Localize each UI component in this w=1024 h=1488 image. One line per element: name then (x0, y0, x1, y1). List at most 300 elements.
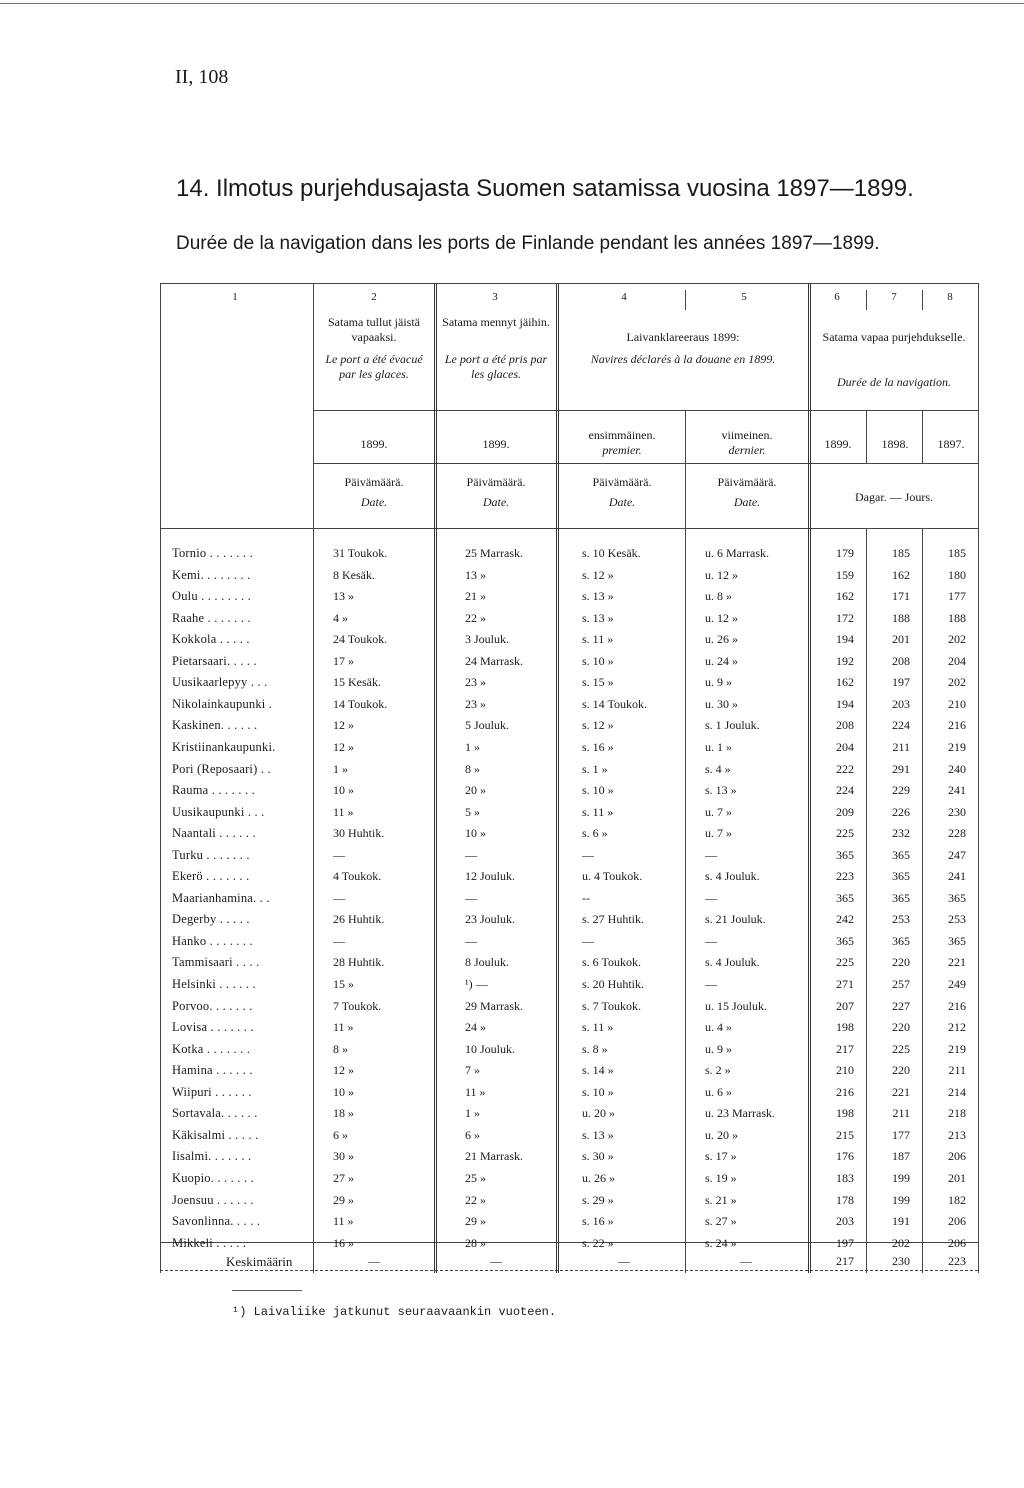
row-cell-c4: s. 10 » (582, 1085, 614, 1099)
row-cell-c5: s. 24 » (705, 1236, 737, 1250)
row-cell-c7: 365 (892, 891, 910, 905)
row-cell-c8: 185 (948, 546, 966, 560)
row-cell-c8: 365 (948, 934, 966, 948)
row-cell-c8: 201 (948, 1171, 966, 1185)
row-town: Tammisaari . . . . (172, 955, 260, 969)
row-cell-c4: s. 16 » (582, 740, 614, 754)
col-border-7-mid (922, 410, 923, 463)
row-cell-c6: 178 (836, 1193, 854, 1207)
row-cell-c2: 1 » (333, 762, 348, 776)
row-cell-c3: 20 » (465, 783, 486, 797)
row-cell-c6: 242 (836, 912, 854, 926)
row-cell-c7: 365 (892, 848, 910, 862)
row-cell-c5: u. 26 » (705, 632, 738, 646)
row-cell-c4: s. 16 » (582, 1214, 614, 1228)
row-cell-c7: 225 (892, 1042, 910, 1056)
col-border-6 (866, 528, 867, 1273)
row-cell-c4: s. 7 Toukok. (582, 999, 641, 1013)
row-cell-c4: s. 6 Toukok. (582, 955, 641, 969)
row-cell-c8: 230 (948, 805, 966, 819)
row-cell-c3: 6 » (465, 1128, 480, 1142)
row-cell-c7: 211 (892, 740, 910, 754)
row-cell-c4: s. 12 » (582, 568, 614, 582)
row-cell-c3: 28 » (465, 1236, 486, 1250)
col4-date-fr: Date. (608, 495, 636, 509)
row-cell-c5: u. 7 » (705, 826, 732, 840)
row-cell-c8: 177 (948, 589, 966, 603)
row-cell-c2: — (333, 934, 345, 948)
row-town: Maarianhamina. . . (172, 891, 270, 905)
row-cell-c6: 365 (836, 934, 854, 948)
row-cell-c7: 211 (892, 1106, 910, 1120)
row-cell-c8: 219 (948, 1042, 966, 1056)
row-cell-c7: 226 (892, 805, 910, 819)
column-number-5: 5 (741, 291, 747, 303)
row-cell-c6: 198 (836, 1106, 854, 1120)
row-cell-c8: 214 (948, 1085, 966, 1099)
row-cell-c2: 4 » (333, 611, 348, 625)
col2-header-fi: Satama tullut jäistä vapaaksi. (328, 315, 420, 344)
row-town: Joensuu . . . . . . (172, 1193, 254, 1207)
row-cell-c7: 229 (892, 783, 910, 797)
col-border-6-top (866, 290, 867, 310)
row-cell-c5: s. 1 Jouluk. (705, 718, 760, 732)
row-cell-c5: — (705, 848, 717, 862)
average-col6: 217 (836, 1254, 854, 1268)
row-town: Iisalmi. . . . . . . (172, 1149, 252, 1163)
row-town: Kuopio. . . . . . . (172, 1171, 254, 1185)
row-cell-c7: 224 (892, 718, 910, 732)
row-cell-c6: 172 (836, 611, 854, 625)
column-number-7: 7 (891, 291, 897, 303)
row-cell-c8: 202 (948, 632, 966, 646)
row-town: Lovisa . . . . . . . (172, 1020, 254, 1034)
row-cell-c3: ¹) — (465, 977, 488, 991)
row-cell-c8: 216 (948, 718, 966, 732)
footnote-rule (232, 1290, 302, 1291)
row-cell-c2: 12 » (333, 1063, 354, 1077)
row-cell-c8: 206 (948, 1149, 966, 1163)
column-number-4: 4 (621, 291, 627, 303)
row-town: Kotka . . . . . . . (172, 1042, 251, 1056)
col7-year: 1898. (881, 437, 909, 451)
row-cell-c3: 3 Jouluk. (465, 632, 510, 646)
row-cell-c4: — (582, 934, 594, 948)
row-cell-c4: s. 14 » (582, 1063, 614, 1077)
row-cell-c2: 11 » (333, 1020, 354, 1034)
row-cell-c7: 220 (892, 955, 910, 969)
row-cell-c5: u. 6 Marrask. (705, 546, 769, 560)
row-cell-c4: u. 20 » (582, 1106, 615, 1120)
row-cell-c4: s. 12 » (582, 718, 614, 732)
row-cell-c3: — (465, 891, 477, 905)
row-cell-c3: 25 Marrask. (465, 546, 523, 560)
row-cell-c3: 24 » (465, 1020, 486, 1034)
row-town: Raahe . . . . . . . (172, 611, 251, 625)
row-cell-c3: — (465, 934, 477, 948)
row-cell-c5: — (705, 891, 717, 905)
row-cell-c6: 207 (836, 999, 854, 1013)
row-town: Tornio . . . . . . . (172, 546, 253, 560)
row-cell-c5: u. 20 » (705, 1128, 738, 1142)
row-cell-c8: 247 (948, 848, 966, 862)
row-cell-c2: 30 » (333, 1149, 354, 1163)
row-cell-c5: s. 4 Jouluk. (705, 869, 760, 883)
row-cell-c7: 199 (892, 1193, 910, 1207)
row-cell-c2: 15 Kesäk. (333, 675, 381, 689)
row-cell-c5: u. 9 » (705, 675, 732, 689)
row-town: Degerby . . . . . (172, 912, 250, 926)
row-cell-c4: s. 1 » (582, 762, 608, 776)
col5-date-fr: Date. (733, 495, 761, 509)
row-cell-c6: 198 (836, 1020, 854, 1034)
row-cell-c2: 17 » (333, 654, 354, 668)
average-col5: — (740, 1254, 752, 1268)
row-cell-c2: 8 » (333, 1042, 348, 1056)
row-cell-c8: 219 (948, 740, 966, 754)
row-cell-c4: s. 8 » (582, 1042, 608, 1056)
row-cell-c2: 14 Toukok. (333, 697, 388, 711)
row-cell-c8: 210 (948, 697, 966, 711)
row-cell-c7: 201 (892, 632, 910, 646)
row-cell-c6: 203 (836, 1214, 854, 1228)
scan-top-edge (0, 3, 1024, 4)
col-border-1 (313, 283, 314, 1273)
row-cell-c2: 11 » (333, 1214, 354, 1228)
row-cell-c3: 1 » (465, 740, 480, 754)
row-cell-c8: 212 (948, 1020, 966, 1034)
header-bottom-rule (160, 528, 978, 529)
row-cell-c7: 197 (892, 675, 910, 689)
col678-header-fi: Satama vapaa purjehdukselle. (822, 330, 966, 344)
row-town: Kemi. . . . . . . . (172, 568, 251, 582)
row-cell-c6: 179 (836, 546, 854, 560)
row-cell-c5: u. 23 Marrask. (705, 1106, 775, 1120)
row-cell-c6: 159 (836, 568, 854, 582)
row-cell-c8: 188 (948, 611, 966, 625)
row-cell-c5: — (705, 977, 717, 991)
row-cell-c5: s. 19 » (705, 1171, 737, 1185)
row-town: Hamina . . . . . . (172, 1063, 253, 1077)
col45-header-fr: Navires déclarés à la douane en 1899. (590, 352, 776, 366)
row-cell-c8: 206 (948, 1214, 966, 1228)
row-cell-c8: 241 (948, 783, 966, 797)
days-header: Dagar. — Jours. (855, 490, 933, 504)
row-cell-c7: 253 (892, 912, 910, 926)
col-border-left (160, 283, 161, 1273)
table-bottom-rule (160, 1270, 978, 1271)
row-cell-c3: 11 » (465, 1085, 486, 1099)
row-town: Savonlinna. . . . . (172, 1214, 261, 1228)
row-town: Uusikaupunki . . . (172, 805, 265, 819)
row-town: Hanko . . . . . . . (172, 934, 253, 948)
row-cell-c2: 6 » (333, 1128, 348, 1142)
header-rule-2 (313, 463, 978, 464)
row-cell-c2: 13 » (333, 589, 354, 603)
header-rule-1 (313, 410, 978, 411)
row-cell-c8: 211 (948, 1063, 966, 1077)
row-cell-c4: s. 11 » (582, 632, 614, 646)
row-cell-c3: 24 Marrask. (465, 654, 523, 668)
col678-header-fr: Durée de la navigation. (837, 375, 951, 389)
col-border-4-top (685, 290, 686, 310)
average-label: Keskimäärin (226, 1254, 293, 1269)
row-cell-c2: 16 » (333, 1236, 354, 1250)
row-cell-c7: 162 (892, 568, 910, 582)
row-cell-c7: 185 (892, 546, 910, 560)
row-cell-c2: 10 » (333, 783, 354, 797)
row-cell-c5: s. 21 Jouluk. (705, 912, 766, 926)
row-cell-c2: 8 Kesäk. (333, 568, 375, 582)
row-cell-c5: s. 2 » (705, 1063, 731, 1077)
row-cell-c3: 29 Marrask. (465, 999, 523, 1013)
row-cell-c3: 5 Jouluk. (465, 718, 510, 732)
row-cell-c3: 8 Jouluk. (465, 955, 510, 969)
row-cell-c4: s. 13 » (582, 611, 614, 625)
row-cell-c7: 191 (892, 1214, 910, 1228)
row-cell-c5: u. 7 » (705, 805, 732, 819)
row-cell-c5: u. 30 » (705, 697, 738, 711)
row-town: Porvoo. . . . . . . (172, 999, 253, 1013)
row-town: Kokkola . . . . . (172, 632, 250, 646)
row-cell-c7: 202 (892, 1236, 910, 1250)
row-cell-c3: 21 » (465, 589, 486, 603)
row-cell-c8: 218 (948, 1106, 966, 1120)
row-cell-c8: 240 (948, 762, 966, 776)
row-town: Ekerö . . . . . . . (172, 869, 250, 883)
row-cell-c7: 177 (892, 1128, 910, 1142)
row-cell-c5: u. 9 » (705, 1042, 732, 1056)
column-number-6: 6 (834, 291, 840, 303)
row-cell-c5: u. 12 » (705, 611, 738, 625)
col5-date-fi: Päivämäärä. (717, 475, 777, 489)
row-cell-c7: 221 (892, 1085, 910, 1099)
col2-header-fr: Le port a été évacué par les glaces. (325, 352, 423, 381)
row-cell-c4: u. 4 Toukok. (582, 869, 643, 883)
col-border-2 (434, 283, 437, 1273)
row-cell-c4: u. 26 » (582, 1171, 615, 1185)
row-cell-c6: 204 (836, 740, 854, 754)
average-col7: 230 (892, 1254, 910, 1268)
col6-year: 1899. (824, 437, 852, 451)
row-cell-c4: — (582, 848, 594, 862)
row-cell-c8: 365 (948, 891, 966, 905)
row-cell-c4: s. 20 Huhtik. (582, 977, 645, 991)
row-cell-c5: s. 13 » (705, 783, 737, 797)
row-cell-c2: — (333, 891, 345, 905)
row-cell-c6: 271 (836, 977, 854, 991)
col3-header-fr: Le port a été pris par les glaces. (444, 352, 548, 381)
row-cell-c7: 208 (892, 654, 910, 668)
col3-header-fi: Satama mennyt jäihin. (442, 315, 550, 329)
col-border-5 (808, 283, 811, 1273)
row-cell-c3: 13 » (465, 568, 486, 582)
row-cell-c8: 241 (948, 869, 966, 883)
col3-date-fr: Date. (482, 495, 510, 509)
average-col4: — (618, 1254, 630, 1268)
row-cell-c8: 204 (948, 654, 966, 668)
row-cell-c4: s. 11 » (582, 805, 614, 819)
column-number-3: 3 (492, 291, 498, 303)
row-cell-c3: 10 Jouluk. (465, 1042, 516, 1056)
row-cell-c2: 12 » (333, 740, 354, 754)
row-cell-c2: 30 Huhtik. (333, 826, 385, 840)
row-town: Wiipuri . . . . . . (172, 1085, 252, 1099)
row-cell-c6: 162 (836, 589, 854, 603)
row-cell-c8: 182 (948, 1193, 966, 1207)
row-cell-c5: u. 8 » (705, 589, 732, 603)
row-cell-c5: u. 1 » (705, 740, 732, 754)
row-cell-c7: 227 (892, 999, 910, 1013)
col-border-3 (556, 283, 559, 1273)
row-cell-c6: 194 (836, 632, 854, 646)
row-cell-c3: 22 » (465, 611, 486, 625)
row-cell-c4: s. 11 » (582, 1020, 614, 1034)
row-cell-c3: 23 » (465, 675, 486, 689)
row-town: Kristiinankaupunki. (172, 740, 276, 754)
row-cell-c5: s. 27 » (705, 1214, 737, 1228)
row-cell-c6: 183 (836, 1171, 854, 1185)
row-cell-c5: u. 12 » (705, 568, 738, 582)
row-cell-c2: — (333, 848, 345, 862)
row-cell-c7: 291 (892, 762, 910, 776)
row-town: Mikkeli . . . . . (172, 1236, 247, 1250)
row-town: Käkisalmi . . . . . (172, 1128, 259, 1142)
row-town: Sortavala. . . . . . (172, 1106, 258, 1120)
row-cell-c4: s. 15 » (582, 675, 614, 689)
row-cell-c7: 365 (892, 934, 910, 948)
average-col2: — (368, 1254, 380, 1268)
row-cell-c2: 27 » (333, 1171, 354, 1185)
row-cell-c6: 215 (836, 1128, 854, 1142)
row-cell-c2: 29 » (333, 1193, 354, 1207)
row-town: Kaskinen. . . . . . (172, 718, 258, 732)
row-cell-c7: 232 (892, 826, 910, 840)
column-number-2: 2 (371, 291, 377, 303)
row-cell-c5: s. 17 » (705, 1149, 737, 1163)
row-cell-c4: s. 10 Kesäk. (582, 546, 641, 560)
page-number: II, 108 (175, 66, 229, 88)
row-cell-c5: s. 21 » (705, 1193, 737, 1207)
column-number-1: 1 (232, 291, 238, 303)
table-subtitle: Durée de la navigation dans les ports de Finlande pendant les années 1897—1899. (176, 233, 880, 254)
row-cell-c4: s. 10 » (582, 654, 614, 668)
row-cell-c8: 180 (948, 568, 966, 582)
row-town: Pietarsaari. . . . . (172, 654, 257, 668)
row-cell-c3: 7 » (465, 1063, 480, 1077)
row-cell-c8: 253 (948, 912, 966, 926)
row-cell-c7: 220 (892, 1020, 910, 1034)
row-cell-c2: 12 » (333, 718, 354, 732)
row-town: Naantali . . . . . . (172, 826, 256, 840)
row-cell-c6: 216 (836, 1085, 854, 1099)
row-cell-c2: 31 Toukok. (333, 546, 388, 560)
row-cell-c6: 209 (836, 805, 854, 819)
column-number-8: 8 (947, 291, 953, 303)
row-cell-c8: 213 (948, 1128, 966, 1142)
row-cell-c8: 249 (948, 977, 966, 991)
row-cell-c3: 22 » (465, 1193, 486, 1207)
col-border-7 (922, 528, 923, 1273)
row-cell-c3: 5 » (465, 805, 480, 819)
row-cell-c3: 29 » (465, 1214, 486, 1228)
row-town: Uusikaarlepyy . . . (172, 675, 268, 689)
row-cell-c8: 216 (948, 999, 966, 1013)
row-cell-c4: s. 22 » (582, 1236, 614, 1250)
row-cell-c2: 10 » (333, 1085, 354, 1099)
row-cell-c3: 8 » (465, 762, 480, 776)
row-cell-c6: 210 (836, 1063, 854, 1077)
row-cell-c7: 257 (892, 977, 910, 991)
row-cell-c7: 220 (892, 1063, 910, 1077)
row-cell-c6: 208 (836, 718, 854, 732)
table-title: 14. Ilmotus purjehdusajasta Suomen satamissa vuosina 1897—1899. (176, 175, 914, 202)
row-cell-c7: 365 (892, 869, 910, 883)
row-cell-c6: 223 (836, 869, 854, 883)
row-cell-c4: -- (582, 891, 590, 905)
col2-year: 1899. (360, 437, 388, 451)
row-town: Pori (Reposaari) . . (172, 762, 271, 776)
row-cell-c2: 4 Toukok. (333, 869, 382, 883)
row-cell-c4: s. 14 Toukok. (582, 697, 647, 711)
col5-last-fi: viimeinen. (721, 428, 773, 442)
row-cell-c8: 228 (948, 826, 966, 840)
row-cell-c6: 197 (836, 1236, 854, 1250)
row-cell-c5: u. 24 » (705, 654, 738, 668)
col-border-right (978, 283, 979, 1273)
row-cell-c5: s. 4 » (705, 762, 731, 776)
row-cell-c5: u. 4 » (705, 1020, 732, 1034)
col4-first-fr: premier. (602, 443, 642, 457)
row-cell-c5: u. 6 » (705, 1085, 732, 1099)
row-cell-c6: 162 (836, 675, 854, 689)
row-cell-c2: 26 Huhtik. (333, 912, 385, 926)
row-cell-c6: 365 (836, 848, 854, 862)
average-col3: — (490, 1254, 502, 1268)
row-cell-c5: — (705, 934, 717, 948)
footnote: ¹) Laivaliike jatkunut seuraavaankin vuoteen. (232, 1305, 557, 1319)
row-cell-c3: 23 Jouluk. (465, 912, 516, 926)
row-cell-c6: 194 (836, 697, 854, 711)
col3-year: 1899. (482, 437, 510, 451)
row-cell-c2: 7 Toukok. (333, 999, 382, 1013)
row-cell-c4: s. 27 Huhtik. (582, 912, 645, 926)
average-col8: 223 (948, 1254, 966, 1268)
row-cell-c2: 24 Toukok. (333, 632, 388, 646)
row-cell-c3: — (465, 848, 477, 862)
row-cell-c4: s. 6 » (582, 826, 608, 840)
row-cell-c2: 28 Huhtik. (333, 955, 385, 969)
row-cell-c4: s. 13 » (582, 589, 614, 603)
row-cell-c2: 15 » (333, 977, 354, 991)
col3-date-fi: Päivämäärä. (466, 475, 526, 489)
row-cell-c7: 171 (892, 589, 910, 603)
row-cell-c3: 21 Marrask. (465, 1149, 523, 1163)
row-cell-c7: 203 (892, 697, 910, 711)
row-cell-c3: 25 » (465, 1171, 486, 1185)
row-cell-c3: 10 » (465, 826, 486, 840)
row-cell-c7: 187 (892, 1149, 910, 1163)
col2-date-fr: Date. (360, 495, 388, 509)
row-town: Nikolainkaupunki . (172, 697, 273, 711)
col-border-6-mid (866, 410, 867, 463)
row-cell-c3: 1 » (465, 1106, 480, 1120)
row-cell-c7: 188 (892, 611, 910, 625)
row-cell-c2: 18 » (333, 1106, 354, 1120)
row-cell-c4: s. 10 » (582, 783, 614, 797)
col-border-7-top (922, 290, 923, 310)
row-cell-c6: 192 (836, 654, 854, 668)
